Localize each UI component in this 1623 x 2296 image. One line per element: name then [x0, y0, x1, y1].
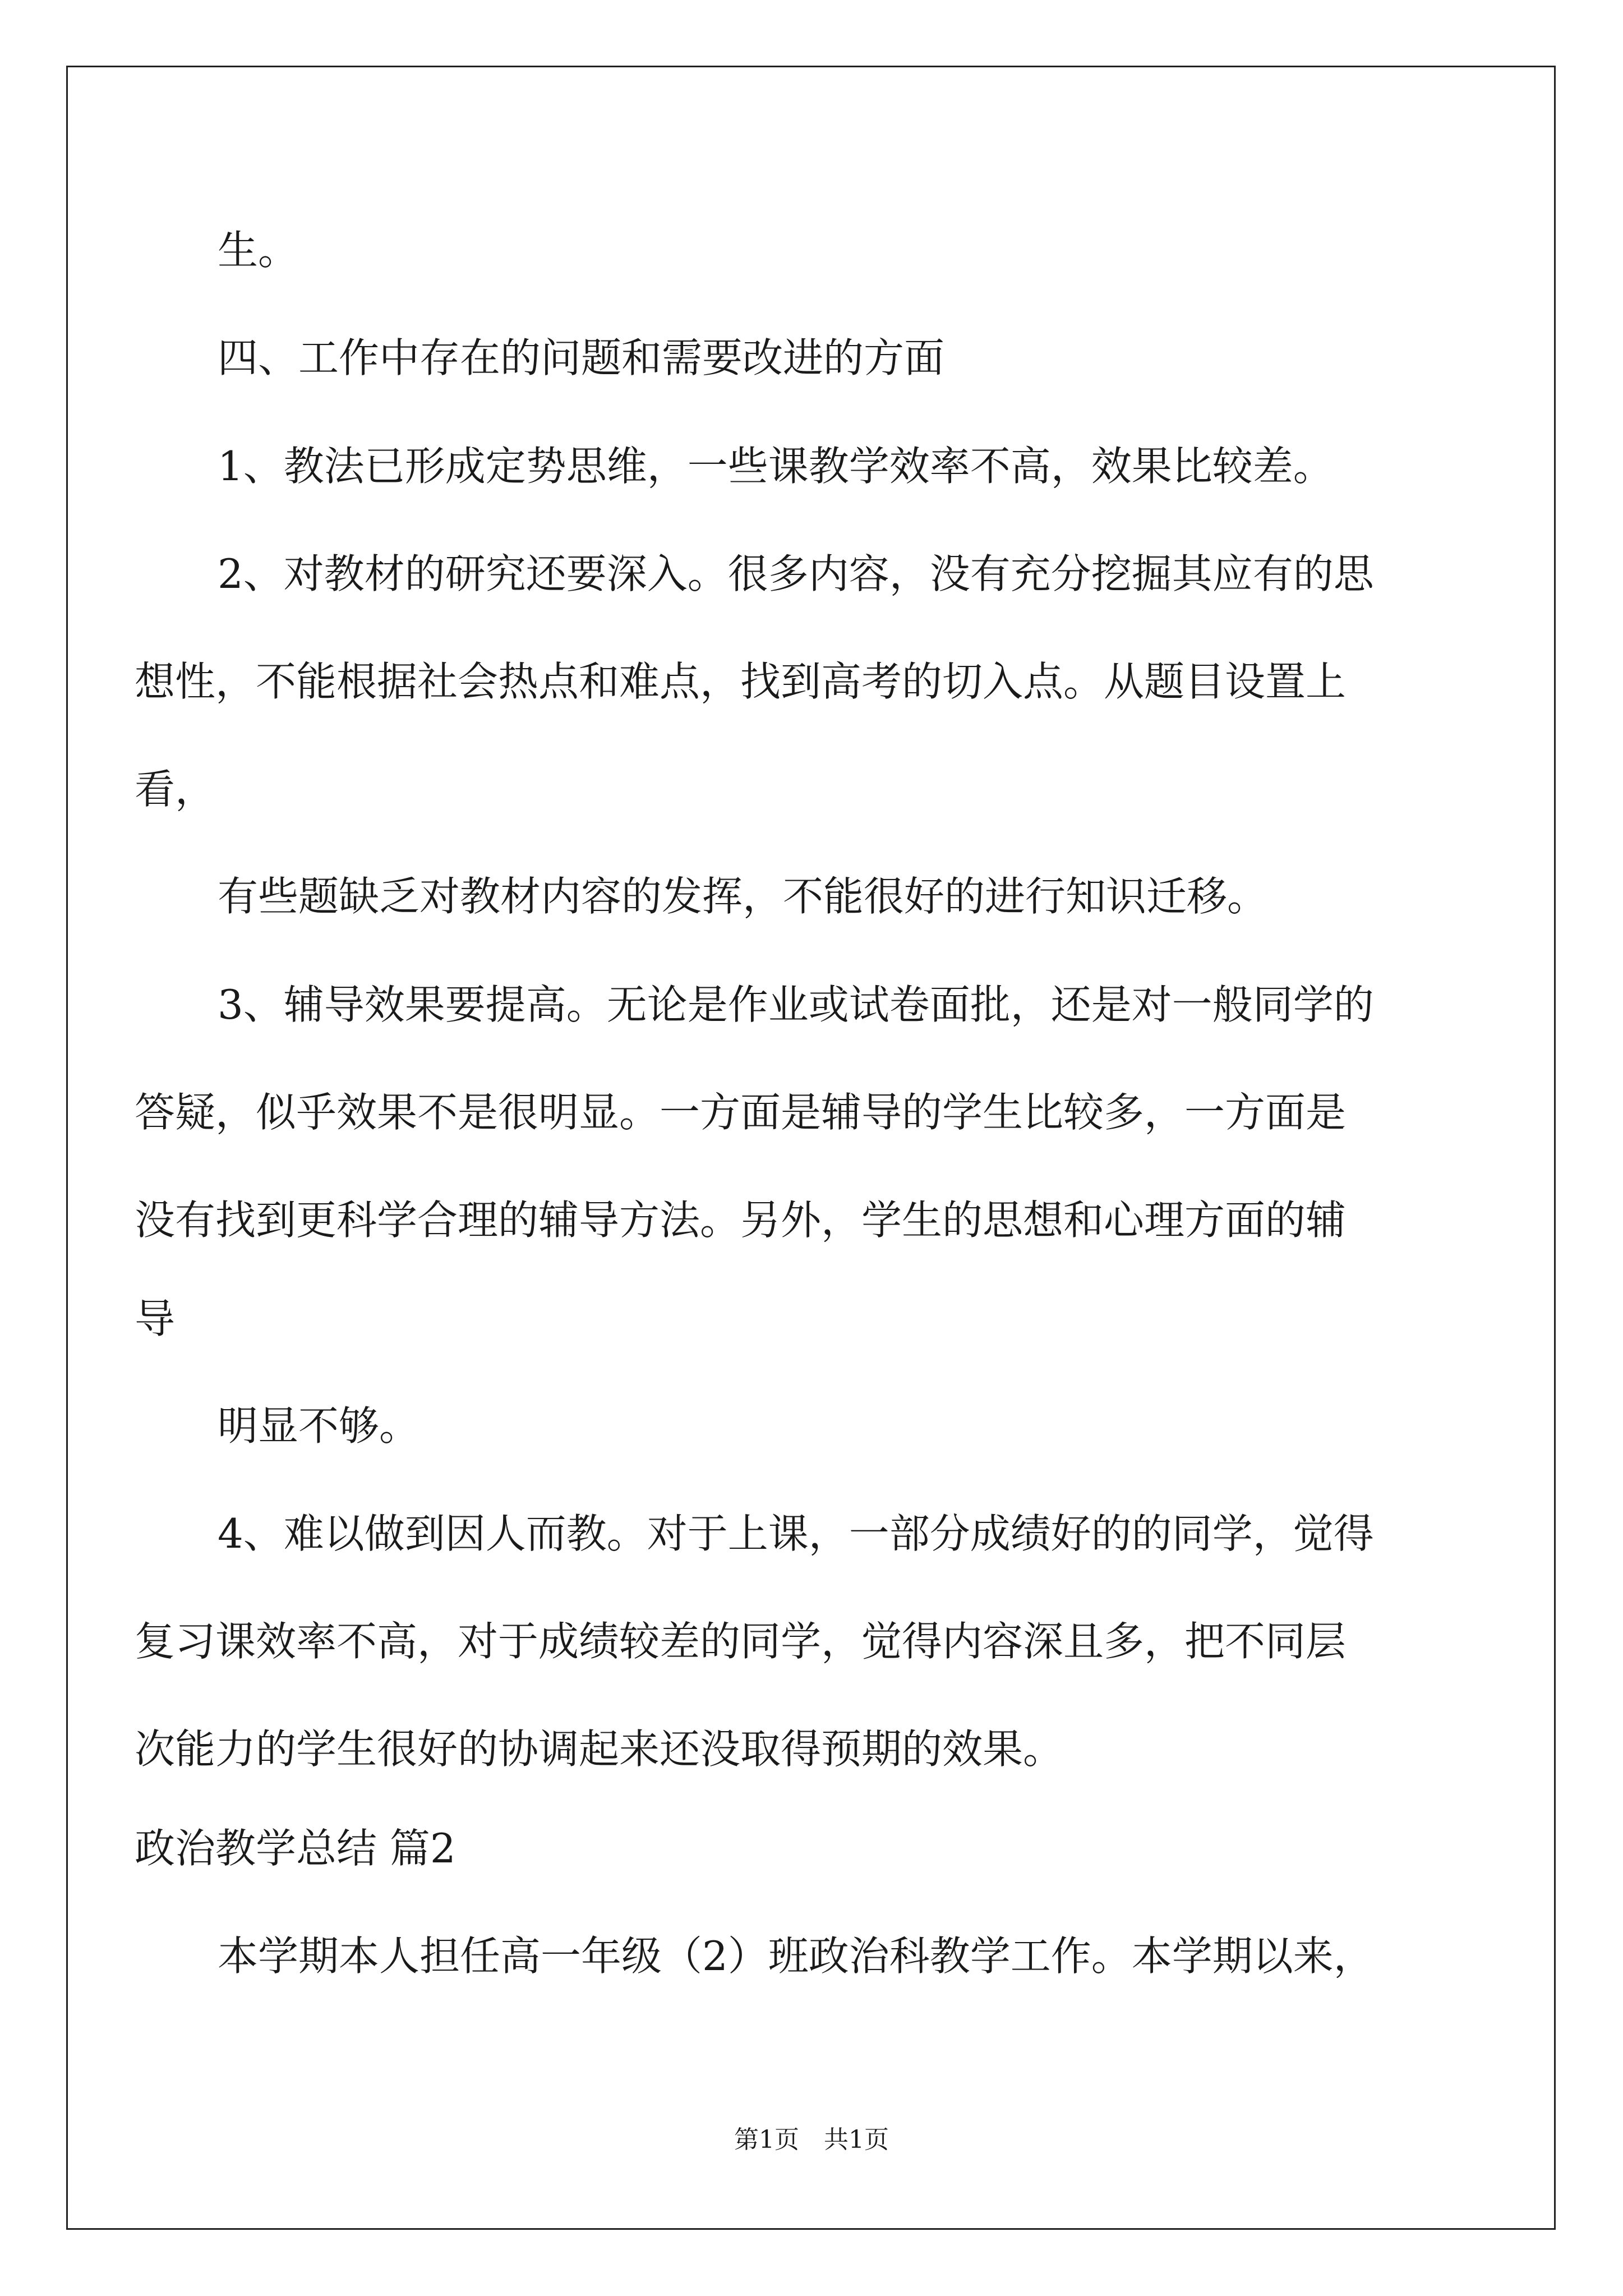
paragraph-line: 导	[135, 1295, 176, 1342]
paragraph-line: 3、辅导效果要提高。无论是作业或试卷面批，还是对一般同学的	[218, 981, 1374, 1028]
paragraph-line: 明显不够。	[218, 1402, 420, 1450]
section-heading: 四、工作中存在的问题和需要改进的方面	[218, 334, 945, 381]
paragraph-line: 看，	[135, 766, 216, 813]
paragraph-line: 复习课效率不高，对于成绩较差的同学，觉得内容深且多，把不同层	[135, 1618, 1347, 1665]
paragraph-line: 生。	[218, 227, 299, 274]
page-border	[66, 66, 1556, 2230]
paragraph-line: 1、教法已形成定势思维，一些课教学效率不高，效果比较差。	[218, 443, 1334, 490]
paragraph-line: 想性，不能根据社会热点和难点，找到高考的切入点。从题目设置上	[135, 658, 1347, 705]
paragraph-line: 本学期本人担任高一年级（2）班政治科教学工作。本学期以来，	[218, 1932, 1374, 1980]
page-number-footer: 第1页 共1页	[734, 2125, 889, 2154]
paragraph-line: 次能力的学生很好的协调起来还没取得预期的效果。	[135, 1726, 1064, 1773]
paragraph-line: 有些题缺乏对教材内容的发挥，不能很好的进行知识迁移。	[218, 873, 1268, 920]
paragraph-line: 答疑，似乎效果不是很明显。一方面是辅导的学生比较多，一方面是	[135, 1089, 1347, 1136]
paragraph-line: 没有找到更科学合理的辅导方法。另外，学生的思想和心理方面的辅	[135, 1197, 1347, 1244]
paragraph-line: 4、难以做到因人而教。对于上课，一部分成绩好的的同学，觉得	[218, 1510, 1374, 1557]
paragraph-line: 2、对教材的研究还要深入。很多内容，没有充分挖掘其应有的思	[218, 550, 1374, 597]
section-title: 政治教学总结 篇2	[135, 1825, 456, 1872]
